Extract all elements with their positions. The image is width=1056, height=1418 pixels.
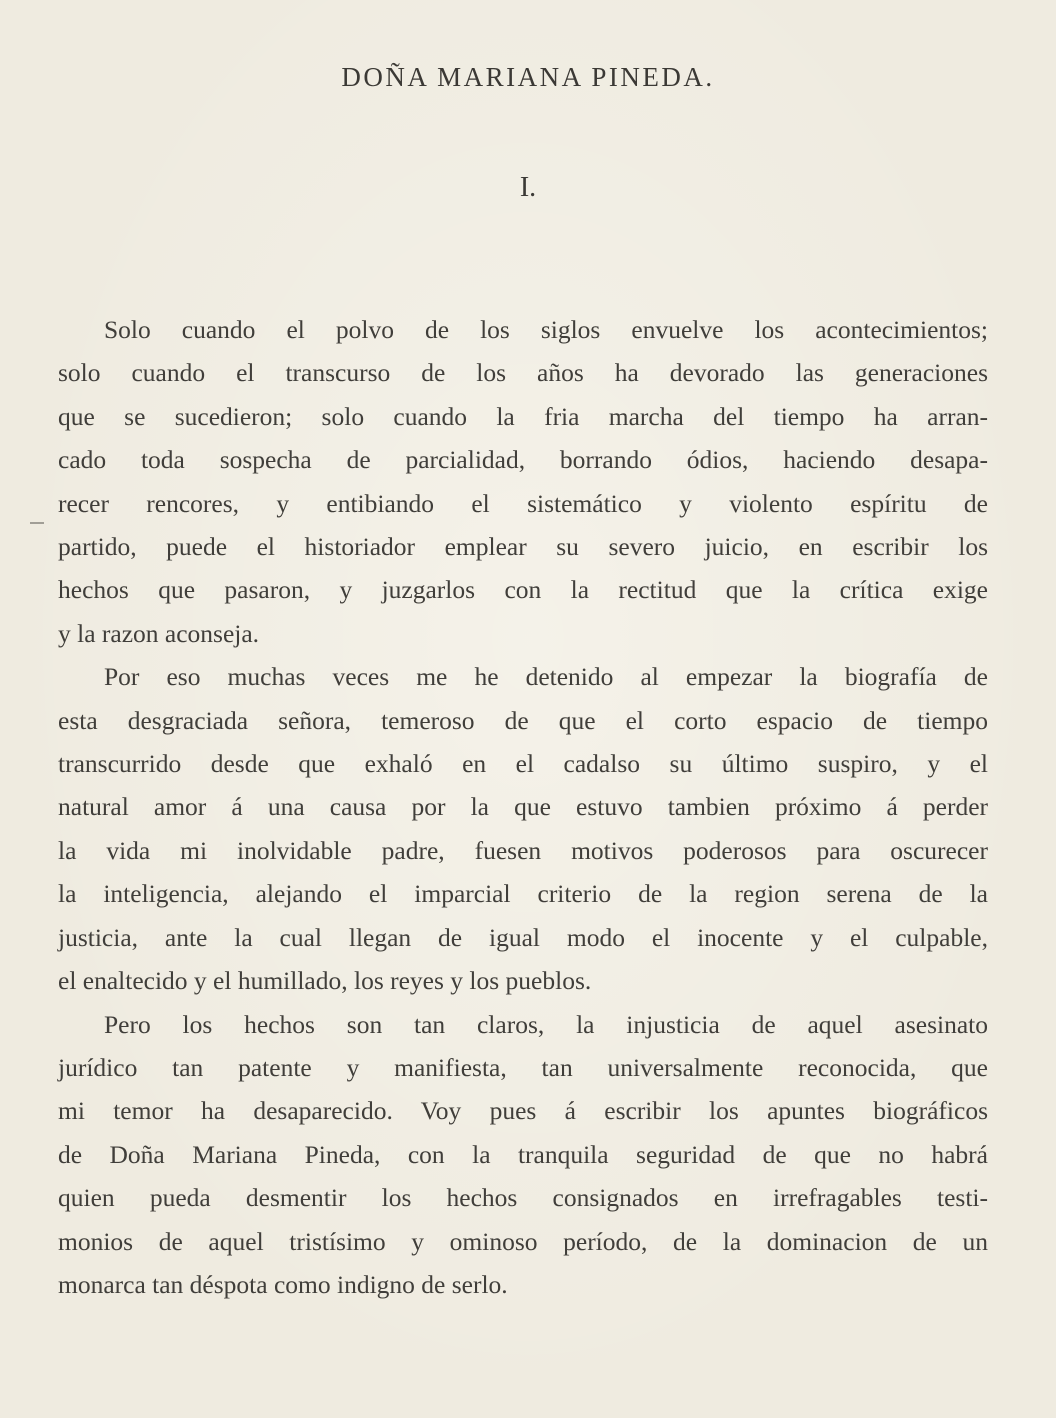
text-line: que se sucedieron; solo cuando la fria marcha del tiempo ha arran-	[58, 401, 988, 431]
text-line: monarca tan déspota como indigno de serlo.	[58, 1269, 508, 1299]
text-line: quien pueda desmentir los hechos consignados en irrefragables testi-	[58, 1183, 988, 1213]
text-line: justicia, ante la cual llegan de igual modo el inocente y el culpable,	[58, 922, 988, 952]
text-line: y la razon aconseja.	[58, 618, 260, 648]
text-line: jurídico tan patente y manifiesta, tan universalmente reconocida, que	[58, 1052, 988, 1082]
text-line: solo cuando el transcurso de los años ha devorado las generaciones	[58, 358, 988, 388]
text-line: partido, puede el historiador emplear su severo juicio, en escribir los	[58, 532, 988, 562]
paragraph-1	[58, 308, 988, 655]
body-text	[58, 308, 988, 1306]
paragraph-2	[58, 655, 988, 1002]
text-line: Solo cuando el polvo de los siglos envuelve los acontecimientos;	[104, 315, 988, 344]
text-line: Pero los hechos son tan claros, la injusticia de aquel asesinato	[104, 1009, 988, 1039]
chapter-number: I.	[519, 172, 537, 203]
text-line: monios de aquel tristísimo y ominoso período, de la dominacion de un	[58, 1226, 988, 1256]
text-line: la inteligencia, alejando el imparcial criterio de la region serena de la	[58, 879, 988, 909]
page-title: DOÑA MARIANA PINEDA.	[341, 62, 715, 92]
text-line: hechos que pasaron, y juzgarlos con la rectitud que la crítica exige	[58, 575, 988, 605]
text-line: esta desgraciada señora, temeroso de que el corto espacio de tiempo	[58, 705, 988, 735]
text-line: natural amor á una causa por la que estuvo tambien próximo á perder	[58, 792, 988, 822]
text-line: de Doña Mariana Pineda, con la tranquila seguridad de que no habrá	[58, 1139, 988, 1169]
text-line: transcurrido desde que exhaló en el cadalso su último suspiro, y el	[58, 749, 988, 779]
text-line: cado toda sospecha de parcialidad, borrando ódios, haciendo desapa-	[58, 445, 988, 475]
margin-mark	[30, 522, 44, 524]
text-line: la vida mi inolvidable padre, fuesen motivos poderosos para oscurecer	[58, 835, 988, 865]
text-line: el enaltecido y el humillado, los reyes y los pueblos.	[58, 966, 592, 996]
paragraph-3	[58, 1003, 988, 1307]
text-line: mi temor ha desaparecido. Voy pues á escribir los apuntes biográficos	[58, 1096, 988, 1126]
text-line: Por eso muchas veces me he detenido al empezar la biografía de	[104, 662, 988, 692]
text-line: recer rencores, y entibiando el sistemático y violento espíritu de	[58, 488, 988, 518]
